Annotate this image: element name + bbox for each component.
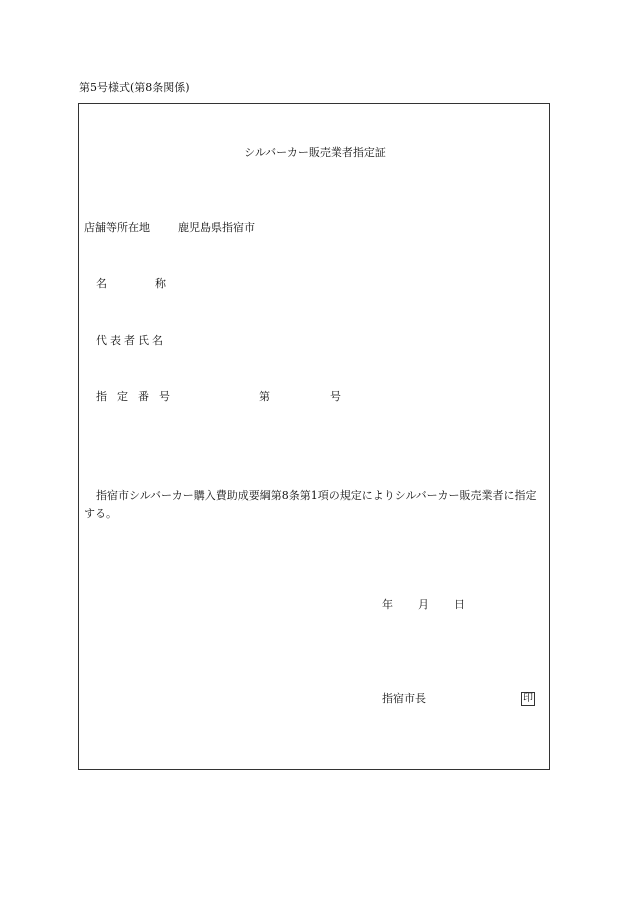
seal-mark: 印 — [523, 693, 533, 704]
name-label-first-char: 名 — [96, 277, 107, 290]
designation-number-suffix: 号 — [330, 390, 341, 403]
designation-number-prefix: 第 — [259, 390, 270, 403]
form-number: 第5号様式(第8条関係) — [79, 81, 190, 94]
signatory-title: 指宿市長 — [382, 692, 426, 705]
designation-number-label: 指定番号 — [96, 390, 180, 403]
document-title: シルバーカー販売業者指定証 — [244, 146, 386, 159]
certificate-frame — [78, 103, 550, 770]
date-year: 年 — [382, 598, 393, 611]
name-label-second-char: 称 — [155, 277, 166, 290]
certification-statement: 指宿市シルバーカー購入費助成要綱第8条第1項の規定によりシルバーカー販売業者に指定する。 — [84, 489, 537, 520]
address-label: 店舗等所在地 — [84, 221, 150, 234]
date-month: 月 — [418, 598, 429, 611]
representative-label: 代表者氏名 — [96, 334, 166, 347]
date-day: 日 — [454, 598, 465, 611]
address-value: 鹿児島県指宿市 — [178, 221, 255, 234]
